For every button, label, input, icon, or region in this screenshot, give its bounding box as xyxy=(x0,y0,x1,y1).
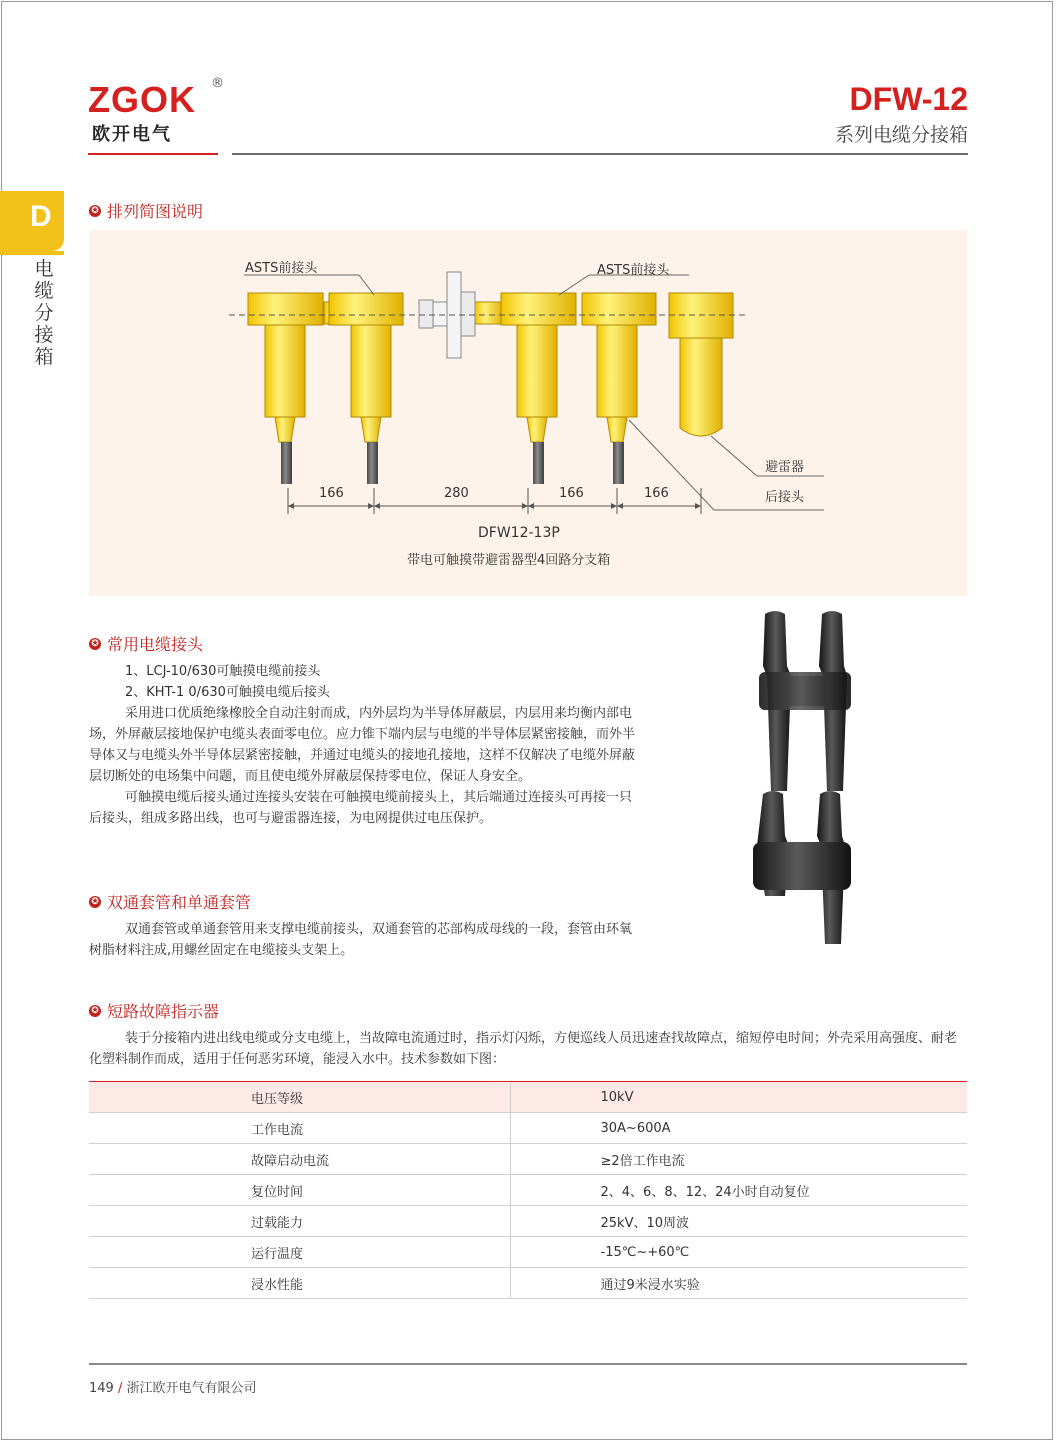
label-arrester: 避雷器 xyxy=(765,460,805,475)
dim-3: 166 xyxy=(559,486,584,501)
registered-mark: ® xyxy=(211,76,224,91)
leader-front-right-d xyxy=(559,275,589,295)
chapter-tab-bar xyxy=(0,251,64,255)
dim-1: 166 xyxy=(319,486,344,501)
params-table xyxy=(89,1082,967,1299)
dimension-lines xyxy=(288,488,701,514)
param-name-cell: 复位时间 xyxy=(89,1175,510,1206)
section-title-text: 短路故障指示器 xyxy=(107,1002,220,1021)
indicator-text xyxy=(89,1028,967,1070)
chapter-letter: D xyxy=(30,200,52,233)
connector-1 xyxy=(248,293,323,484)
star-bullet-icon: ✪ xyxy=(89,205,101,217)
param-value-cell: 10kV xyxy=(510,1082,967,1113)
star-bullet-icon: ✪ xyxy=(89,1005,101,1017)
bushing-text xyxy=(89,919,637,961)
param-name-cell: 电压等级 xyxy=(89,1082,510,1113)
bushing-right-stub xyxy=(475,302,503,324)
connector-2 xyxy=(329,293,403,484)
header-divider xyxy=(232,153,968,155)
brand-logo: ZGOK xyxy=(88,79,196,120)
table-row xyxy=(89,1113,967,1144)
table-row xyxy=(89,1268,967,1299)
front-connector-photo xyxy=(759,611,851,791)
footer-divider xyxy=(89,1363,967,1365)
rear-connector-photo xyxy=(753,791,851,944)
param-name-cell: 工作电流 xyxy=(89,1113,510,1144)
bushing-paragraph: 双通套管或单通套管用来支撑电缆前接头，双通套管的芯部构成母线的一段，套管由环氧树脂材料注成,用螺丝固定在电缆接头支架上。 xyxy=(89,922,633,958)
bushing-collar-left xyxy=(419,300,433,328)
table-row xyxy=(89,1082,967,1113)
arrangement-diagram xyxy=(89,230,967,596)
connectors-text xyxy=(89,661,637,829)
bushing-collar-right xyxy=(461,292,475,336)
leader-front-left-d xyxy=(359,275,374,295)
table-row xyxy=(89,1206,967,1237)
section-title-connectors xyxy=(89,632,203,655)
section-title-text: 排列简图说明 xyxy=(107,202,204,221)
connector-item-1: 1、LCJ-10/630可触摸电缆前接头 xyxy=(125,664,321,679)
page-number: 149 xyxy=(89,1381,114,1396)
section-title-text: 双通套管和单通套管 xyxy=(107,893,252,912)
param-value-cell: 25kV、10周波 xyxy=(510,1206,967,1237)
brand-chinese-name: 欧开电气 xyxy=(92,124,172,145)
connector-item-2: 2、KHT-1 0/630可触摸电缆后接头 xyxy=(125,685,330,700)
diagram-model: DFW12-13P xyxy=(478,525,560,541)
star-bullet-icon: ✪ xyxy=(89,896,101,908)
leader-arrester-d xyxy=(711,436,757,476)
param-value-cell: -15℃~+60℃ xyxy=(510,1237,967,1268)
label-front-left: ASTS前接头 xyxy=(245,261,318,276)
company-name: 浙江欧开电气有限公司 xyxy=(126,1381,257,1396)
param-value-cell: ≥2倍工作电流 xyxy=(510,1144,967,1175)
param-name-cell: 故障启动电流 xyxy=(89,1144,510,1175)
param-name-cell: 过载能力 xyxy=(89,1206,510,1237)
arrester xyxy=(669,293,733,436)
connector-product-images xyxy=(745,606,865,951)
chapter-label: 电缆分接箱 xyxy=(34,258,54,368)
section-title-text: 常用电缆接头 xyxy=(107,635,204,654)
section-title-diagram xyxy=(89,199,203,222)
connectors-paragraph-2: 可触摸电缆后接头通过连接头安装在可触摸电缆前接头上，其后端通过连接头可再接一只后接头，组成多路出线，也可与避雷器连接，为电网提供过电压保护。 xyxy=(89,790,633,826)
dim-2: 280 xyxy=(444,486,469,501)
param-value-cell: 30A~600A xyxy=(510,1113,967,1144)
table-row xyxy=(89,1237,967,1268)
table-row xyxy=(89,1175,967,1206)
param-name-cell: 运行温度 xyxy=(89,1237,510,1268)
dim-4: 166 xyxy=(644,486,669,501)
param-value-cell: 2、4、6、8、12、24小时自动复位 xyxy=(510,1175,967,1206)
connector-4 xyxy=(582,293,656,484)
table-row xyxy=(89,1144,967,1175)
param-value-cell: 通过9米浸水实验 xyxy=(510,1268,967,1299)
footer-slash: / xyxy=(117,1381,123,1396)
header-accent-line xyxy=(88,153,218,155)
section-title-bushing xyxy=(89,890,251,913)
connector-3 xyxy=(501,293,576,484)
diagram-caption: 带电可触摸带避雷器型4回路分支箱 xyxy=(407,553,611,568)
param-name-cell: 浸水性能 xyxy=(89,1268,510,1299)
footer xyxy=(89,1377,257,1396)
product-subtitle: 系列电缆分接箱 xyxy=(834,124,968,146)
connectors-paragraph-1: 采用进口优质绝缘橡胶全自动注射而成，内外层均为半导体屏蔽层，内层用来均衡内部电场，外屏蔽层接地保护电缆头表面零电位。应力锥下端内层与电缆的半导体层紧密接触，而外半导体又与电缆头外半导体层紧密接触，并通过电缆头的接地孔接地，这样不仅解决了电缆外屏蔽层切断处的电场集中问题，而且使电缆外屏蔽层保持零电位，保证人身安全。 xyxy=(89,706,636,784)
label-front-right: ASTS前接头 xyxy=(597,263,670,278)
star-bullet-icon: ✪ xyxy=(89,638,101,650)
bushing-collar-mid xyxy=(433,302,447,326)
label-rear: 后接头 xyxy=(765,490,805,505)
product-model-title: DFW-12 xyxy=(849,81,968,117)
indicator-paragraph: 装于分接箱内进出线电缆或分支电缆上，当故障电流通过时，指示灯闪烁，方便巡线人员迅速查找故障点，缩短停电时间；外壳采用高强度、耐老化塑料制作而成，适用于任何恶劣环境，能浸入水中。技术参数如下图： xyxy=(89,1031,958,1067)
section-title-indicator xyxy=(89,999,219,1022)
